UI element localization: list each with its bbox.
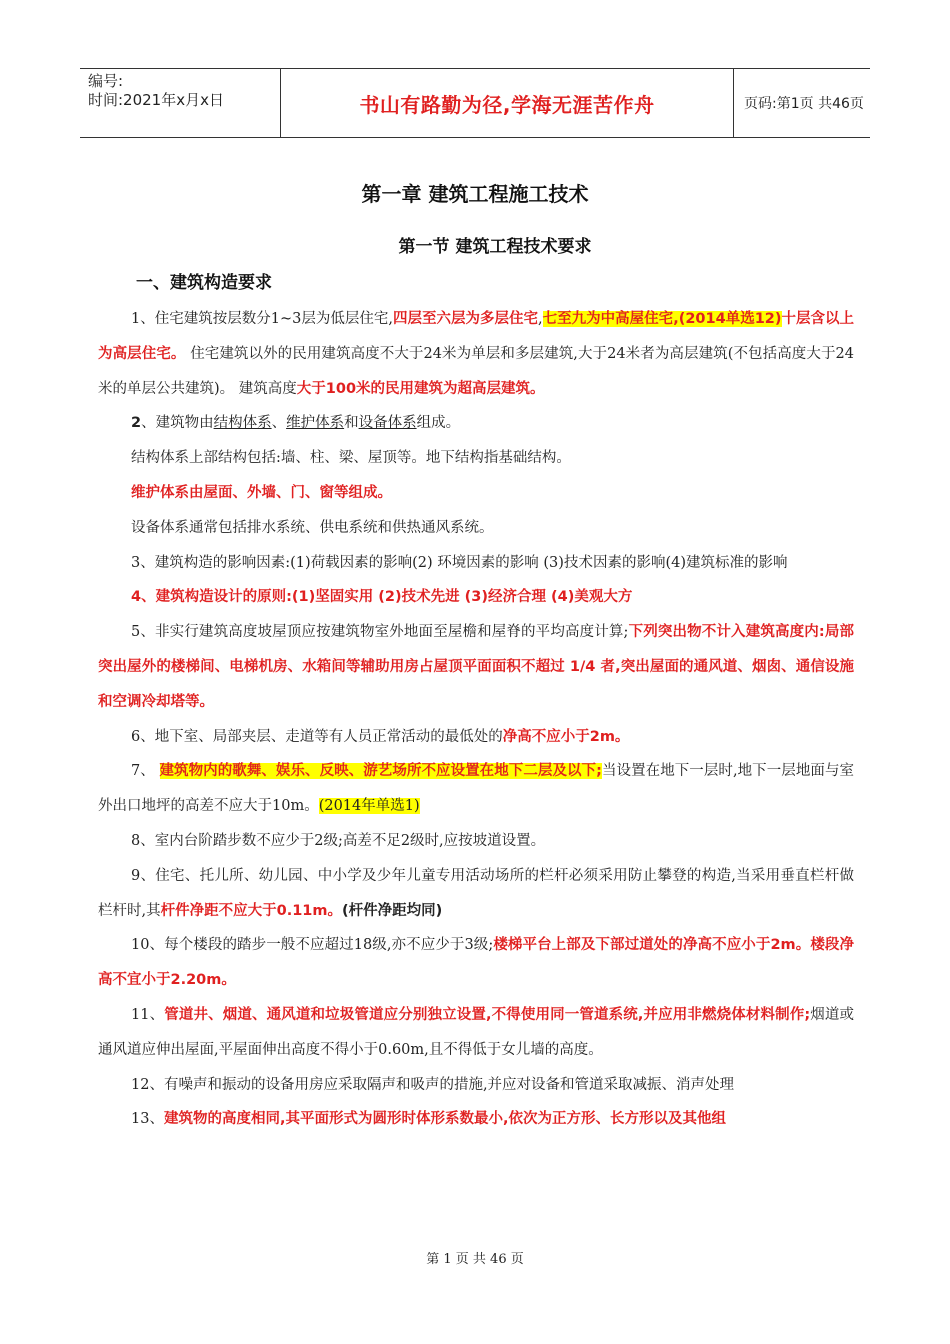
p2-and: 和 bbox=[344, 415, 359, 432]
header-page-cell bbox=[734, 69, 870, 137]
header-left-cell bbox=[80, 69, 280, 137]
p1-highlight-yellow: 七至九为中高屋住宅,(2014单选12) bbox=[542, 311, 782, 327]
p9-text: 9、住宅、托儿所、幼儿园、中小学及少年儿童专用活动场所的栏杆必须采用防止攀登的构造,当采用垂直栏杆做栏杆时,其 bbox=[98, 867, 854, 919]
serial-label: 编号: bbox=[88, 72, 124, 90]
p5-highlight-red: 下列突出物不计入建筑高度内:局部突出屋外的楼梯间、电梯机房、水箱间等辅助用房占屋顶平面面积不超过 1/4 者,突出屋面的通风道、烟囱、通信设施和空调冷却塔等。 bbox=[98, 624, 854, 710]
paragraph-8: 8、室内台阶踏步数不应少于2级;高差不足2级时,应按坡道设置。 bbox=[131, 832, 546, 849]
document-body bbox=[98, 302, 854, 1137]
header-motto: 书山有路勤为径,学海无涯苦作舟 bbox=[359, 92, 655, 117]
paragraph-7 bbox=[98, 754, 854, 824]
p2-underline-envelope: 维护体系 bbox=[286, 415, 345, 432]
p1-text-2: 住宅建筑以外的民用建筑高度不大于24米为单层和多层建筑,大于24米者为高层建筑(不包括高度大于24米的单层公共建筑)。 建筑高度 bbox=[98, 345, 854, 397]
p2-text: 、建筑物由 bbox=[141, 415, 214, 432]
p2-number: 2 bbox=[131, 415, 142, 432]
p2-sep: 、 bbox=[271, 415, 287, 432]
paragraph-13 bbox=[98, 1102, 854, 1137]
p11-text: 烟道或通风道应伸出屋面,平屋面伸出高度不得小于0.60m,且不得低于女儿墙的高度。 bbox=[98, 1006, 854, 1058]
p7-highlight: 建筑物内的歌舞、娱乐、反映、游艺场所不应设置在地下二层及以下; bbox=[159, 763, 602, 780]
paragraph-5 bbox=[98, 615, 854, 719]
p7-number: 7、 bbox=[131, 763, 160, 780]
p7-exam-tag: (2014年单选1) bbox=[318, 798, 420, 815]
paragraph-1 bbox=[98, 302, 854, 406]
p10-text: 10、每个楼段的踏步一般不应超过18级,亦不应少于3级; bbox=[131, 937, 494, 954]
paragraph-4: 4、建筑构造设计的原则:(1)坚固实用 (2)技术先进 (3)经济合理 (4)美观大方 bbox=[131, 589, 633, 606]
p2-end: 组成。 bbox=[416, 415, 461, 432]
p11-number: 11、 bbox=[131, 1006, 165, 1023]
header-motto-cell bbox=[280, 69, 734, 137]
p9-note: (杆件净距均同) bbox=[342, 902, 443, 919]
p7-text: 当设置在地下一层时,地下一层地面与室外出口地坪的高差不应大于10m。 bbox=[98, 763, 855, 815]
p5-text: 5、非实行建筑高度坡屋顶应按建筑物室外地面至屋檐和屋脊的平均高度计算; bbox=[131, 624, 629, 641]
section-title: 第一节 建筑工程技术要求 bbox=[398, 237, 592, 257]
paragraph-2a: 结构体系上部结构包括:墙、柱、梁、屋顶等。地下结构指基础结构。 bbox=[131, 450, 571, 467]
p2-underline-equipment: 设备体系 bbox=[358, 415, 417, 432]
paragraph-9 bbox=[98, 859, 854, 929]
paragraph-10 bbox=[98, 928, 854, 998]
paragraph-6 bbox=[98, 720, 854, 755]
subsection-title: 一、建筑构造要求 bbox=[136, 273, 272, 293]
paragraph-3: 3、建筑构造的影响因素:(1)荷载因素的影响(2) 环境因素的影响 (3)技术因素的影响(4)建筑标准的影响 bbox=[131, 554, 788, 571]
p13-number: 13、 bbox=[131, 1111, 164, 1128]
page-footer: 第 1 页 共 46 页 bbox=[426, 1252, 524, 1267]
paragraph-2c: 设备体系通常包括排水系统、供电系统和供热通风系统。 bbox=[131, 519, 494, 536]
p9-highlight-red: 杆件净距不应大于0.11m。 bbox=[160, 902, 342, 919]
p1-highlight-red-2: 十层含以上为高层住宅。 bbox=[98, 311, 855, 362]
p6-highlight-red: 净高不应小于2m。 bbox=[502, 728, 630, 745]
p1-text: 1、住宅建筑按层数分1~3层为低层住宅, bbox=[131, 311, 393, 327]
header-page-info: 页码:第1页 共46页 bbox=[744, 96, 864, 112]
date-label: 时间:2021年x月x日 bbox=[88, 91, 224, 109]
p10-highlight-red: 楼梯平台上部及下部过道处的净高不应小于2m。楼段净高不宜小于2.20m。 bbox=[98, 937, 854, 989]
p11-highlight-red: 管道井、烟道、通风道和垃圾管道应分别独立设置,不得使用同一管道系统,并应用非燃烧体材料制作; bbox=[164, 1006, 811, 1023]
p2-underline-structure: 结构体系 bbox=[213, 415, 272, 432]
p1-comma: , bbox=[538, 311, 543, 327]
p1-highlight-red: 四层至六层为多层住宅 bbox=[393, 311, 539, 327]
p6-text: 6、地下室、局部夹层、走道等有人员正常活动的最低处的 bbox=[131, 728, 503, 745]
paragraph-2b: 维护体系由屋面、外墙、门、窗等组成。 bbox=[131, 484, 392, 501]
paragraph-12: 12、有噪声和振动的设备用房应采取隔声和吸声的措施,并应对设备和管道采取减振、消声处理 bbox=[131, 1076, 735, 1093]
chapter-title: 第一章 建筑工程施工技术 bbox=[361, 182, 589, 206]
paragraph-2 bbox=[98, 406, 854, 441]
document-header bbox=[80, 68, 870, 138]
p1-highlight-red-3: 大于100米的民用建筑为超高层建筑。 bbox=[296, 380, 545, 397]
paragraph-11 bbox=[98, 998, 854, 1068]
p13-highlight-red: 建筑物的高度相同,其平面形式为圆形时体形系数最小,依次为正方形、长方形以及其他组 bbox=[163, 1111, 726, 1128]
